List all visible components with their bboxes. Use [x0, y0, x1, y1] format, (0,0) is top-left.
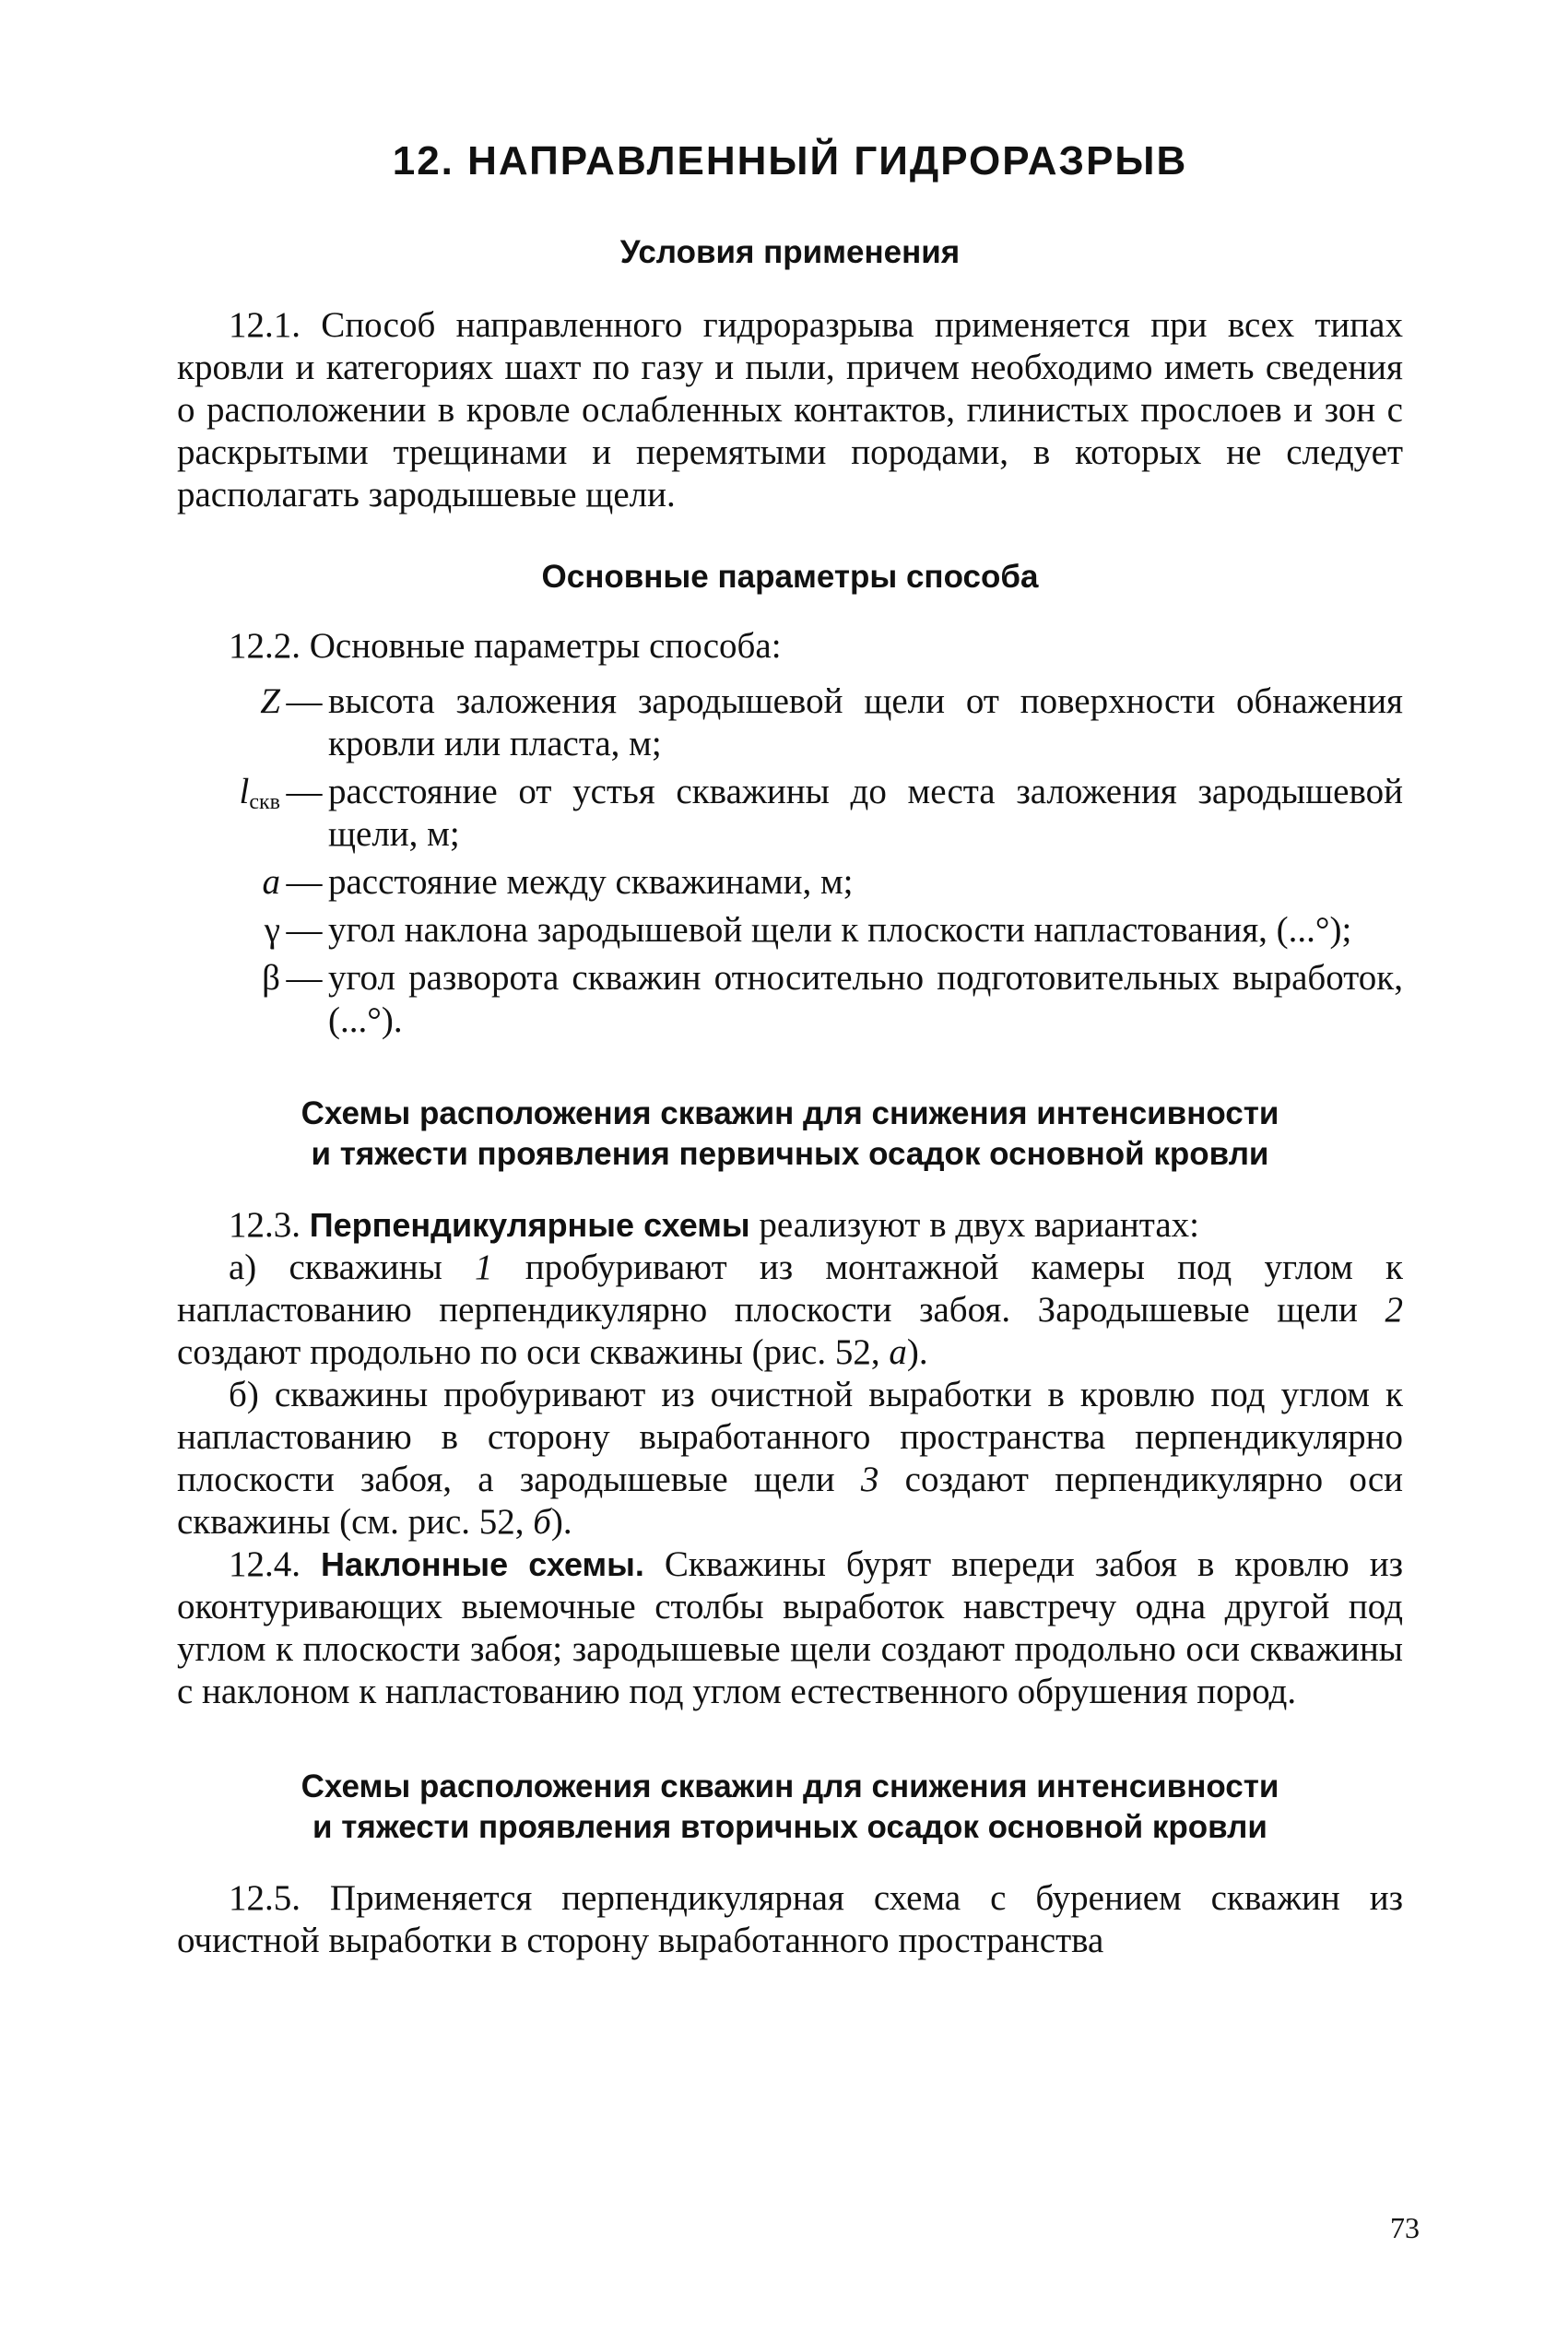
- paragraph-12-3: 12.3. Перпендикулярные схемы реализуют в двух вариантах:: [229, 1205, 1199, 1245]
- section-heading-secondary-line2: и тяжести проявления вторичных осадок основной кровли: [312, 1809, 1267, 1845]
- term-perpendicular-schemes: Перпендикулярные схемы: [309, 1206, 750, 1244]
- section-heading-primary: [177, 1094, 1403, 1175]
- definition-dash: —: [286, 910, 323, 950]
- text-column: [177, 138, 1403, 1962]
- definition-row: [177, 861, 1403, 904]
- paragraph-variant-b: б) скважины пробуривают из очистной выработки в кровлю под углом к напластованию в сторону выработанного пространства перпендикулярно плоскости забоя, а зародышевые щели 3 создают перпендикулярно оси скважины (см. рис. 52, б).: [177, 1375, 1404, 1542]
- definition-symbol: Z: [260, 681, 280, 721]
- definition-text: угол наклона зародышевой щели к плоскости напластования, (...°);: [328, 910, 1352, 950]
- definition-symbol: β: [262, 958, 280, 998]
- section-heading-primary-line1: Схемы расположения скважин для снижения интенсивности: [301, 1095, 1279, 1131]
- definition-symbol: $l_{скв}$: [239, 772, 280, 814]
- paragraph-12-5: 12.5. Применяется перпендикулярная схема с бурением скважин из очистной выработки в сторону выработанного пространства: [177, 1878, 1403, 1960]
- definition-row: [177, 957, 1403, 1042]
- section-heading-parameters: Основные параметры способа: [541, 559, 1039, 595]
- paragraph-12-1: 12.1. Способ направленного гидроразрыва применяется при всех типах кровли и категориях шахт по газу и пыли, причем необходимо иметь сведения о расположении в кровле ослабленных контактов, глинистых прослоев и зон с раскрытыми трещинами и перемятыми породами, в которых не следует располагать зародышевые щели.: [177, 305, 1403, 515]
- definition-text: высота заложения зародышевой щели от поверхности обнажения кровли или пласта, м;: [328, 681, 1403, 763]
- definition-text: расстояние между скважинами, м;: [328, 862, 854, 902]
- definition-dash: —: [286, 772, 323, 811]
- definition-dash: —: [286, 681, 323, 721]
- paragraph-12-4: 12.4. Наклонные схемы. Скважины бурят впереди забоя в кровлю из оконтуривающих выемочные столбы выработок навстречу одна другой под углом к плоскости забоя; зародышевые щели создают продольно оси скважины с наклоном к напластованию под углом естественного обрушения пород.: [177, 1544, 1404, 1711]
- definition-symbol: γ: [264, 910, 280, 950]
- definition-dash: —: [286, 958, 323, 998]
- section-heading-secondary-line1: Схемы расположения скважин для снижения интенсивности: [301, 1768, 1279, 1804]
- section-heading-secondary: [177, 1767, 1403, 1848]
- definition-row: [177, 909, 1403, 952]
- section-heading-conditions: Условия применения: [619, 234, 961, 270]
- chapter-title: 12. НАПРАВЛЕННЫЙ ГИДРОРАЗРЫВ: [392, 138, 1188, 183]
- term-inclined-schemes: Наклонные схемы.: [320, 1545, 644, 1583]
- definition-text: расстояние от устья скважины до места заложения зародышевой щели, м;: [328, 772, 1403, 854]
- page-number: 73: [1390, 2211, 1420, 2244]
- definition-text: угол разворота скважин относительно подготовительных выработок, (...°).: [328, 958, 1403, 1040]
- paragraph-12-2: 12.2. Основные параметры способа:: [229, 626, 782, 666]
- definition-symbol: a: [262, 862, 280, 902]
- parameter-definitions: [177, 680, 1403, 1042]
- definition-row: [177, 771, 1403, 856]
- definition-row: [177, 680, 1403, 765]
- paragraph-variant-a: а) скважины 1 пробуривают из монтажной камеры под углом к напластованию перпендикулярно плоскости забоя. Зародышевые щели 2 создают продольно по оси скважины (рис. 52, а).: [177, 1248, 1403, 1372]
- section-heading-primary-line2: и тяжести проявления первичных осадок основной кровли: [311, 1136, 1269, 1172]
- definition-dash: —: [286, 862, 323, 902]
